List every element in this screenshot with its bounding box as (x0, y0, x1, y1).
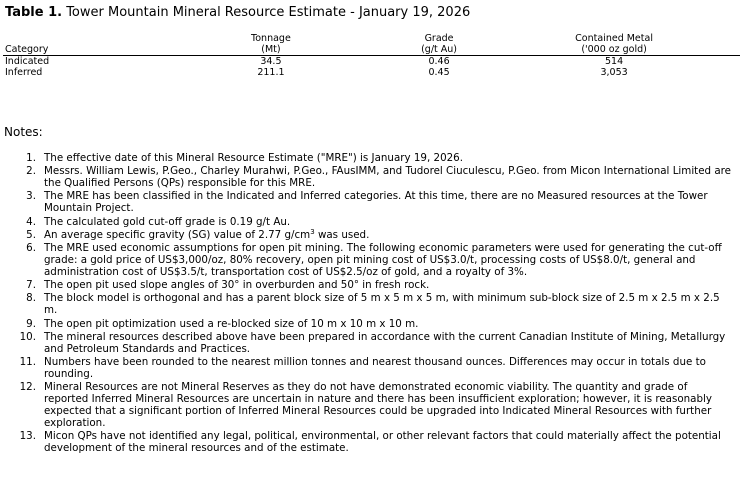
list-item (0, 165, 733, 189)
header-metal (488, 33, 740, 56)
header-tonnage-label: Tonnage (251, 33, 291, 44)
cell-metal: 514 (605, 56, 624, 67)
table-label: Table 1. (5, 5, 63, 20)
note-text: Messrs. William Lewis, P.Geo., Charley Murahwi, P.Geo., FAusIMM, and Tudorel Ciuculescu, P.Geo. from Micon International Limited are the Qualified Persons (QPs) responsible for this MRE. (44, 165, 732, 190)
cell-category: Inferred (5, 67, 43, 78)
note-number: 4. (26, 215, 36, 228)
header-tonnage (152, 33, 390, 56)
note-number: 9. (26, 317, 36, 330)
note-number: 13. (19, 430, 36, 443)
note-number: 8. (26, 292, 36, 305)
table-title: Tower Mountain Mineral Resource Estimate - January 19, 2026 (66, 5, 471, 20)
note-number: 7. (26, 279, 36, 292)
header-tonnage-unit: (Mt) (261, 44, 281, 55)
note-text: The mineral resources described above have been prepared in accordance with the current Canadian Institute of Mining, Metallurgy and Petroleum Standards and Practices. (44, 330, 726, 355)
note-text: The open pit used slope angles of 30° in overburden and 50° in fresh rock. (44, 279, 430, 292)
cell-tonnage: 211.1 (257, 67, 285, 78)
note-text: The MRE used economic assumptions for open pit mining. The following economic parameters were used for generating the cut-off grade: a gold price of US$3,000/oz, 80% recovery, open pit mining cost of US$3.0/t, processing costs of US$8.0/t, general and administration cost of US$3.5/t, transportation cost of US$2.5/oz of gold, and a royalty of 3%. (44, 241, 722, 278)
header-category (3, 33, 152, 56)
cell-tonnage: 34.5 (260, 56, 282, 67)
note-number: 12. (19, 381, 36, 394)
header-metal-label: Contained Metal (575, 33, 653, 44)
notes-list (0, 152, 733, 455)
header-metal-unit: ('000 oz gold) (581, 44, 647, 55)
list-item (0, 318, 733, 330)
table-row (3, 56, 740, 68)
note-text: Micon QPs have not identified any legal, political, environmental, or other relevant factors that could materially affect the potential development of the mineral resources and of the estimate. (44, 430, 721, 455)
cell-category: Indicated (5, 56, 50, 67)
cell-grade: 0.45 (428, 67, 450, 78)
header-grade-label: Grade (424, 33, 454, 44)
list-item (0, 152, 733, 164)
note-text-part: An average specific gravity (SG) value of 2.77 g/cm (44, 228, 311, 241)
note-number: 5. (26, 228, 36, 241)
table-row (3, 67, 740, 78)
note-text: The MRE has been classified in the Indicated and Inferred categories. At this time, there are no Measured resources at the Tower Mountain Project. (44, 190, 708, 215)
list-item (0, 430, 733, 454)
note-text: The effective date of this Mineral Resource Estimate ("MRE") is January 19, 2026. (44, 152, 463, 164)
list-item (0, 229, 733, 241)
list-item (0, 356, 733, 380)
list-item (0, 279, 733, 291)
note-number: 10. (19, 330, 36, 343)
list-item (0, 242, 733, 278)
note-text-part: was used. (314, 228, 370, 241)
note-text: The block model is orthogonal and has a parent block size of 5 m x 5 m x 5 m, with minimum sub-block size of 2.5 m x 2.5 m x 2.5 m. (44, 292, 720, 317)
note-text: The calculated gold cut-off grade is 0.19 g/t Au. (44, 215, 291, 228)
note-number: 6. (26, 241, 36, 254)
header-category-label: Category (5, 44, 49, 55)
note-number: 2. (26, 165, 36, 178)
notes-heading: Notes: (4, 125, 43, 139)
header-grade-unit: (g/t Au) (421, 44, 458, 55)
table-body (3, 56, 740, 79)
note-text: Numbers have been rounded to the nearest million tonnes and nearest thousand ounces. Differences may occur in totals due to rounding. (44, 355, 706, 380)
header-grade (390, 33, 488, 56)
list-item (0, 381, 733, 429)
cell-grade: 0.46 (428, 56, 450, 67)
list-item (0, 331, 733, 355)
list-item (0, 292, 733, 316)
list-item (0, 190, 733, 214)
list-item (0, 216, 733, 228)
resource-table (3, 33, 740, 78)
note-text: Mineral Resources are not Mineral Reserves as they do not have demonstrated economic viability. The quantity and grade of reported Inferred Mineral Resources are uncertain in nature and there has been insufficient exploration; however, it is reasonably expected that a significant portion of Inferred Mineral Resources could be upgraded into Indicated Mineral Resources with further exploration. (44, 381, 712, 430)
table-header (3, 33, 740, 56)
table-caption (5, 5, 470, 21)
note-text (44, 229, 369, 241)
note-number: 3. (26, 190, 36, 203)
note-text: The open pit optimization used a re-blocked size of 10 m x 10 m x 10 m. (44, 317, 419, 330)
cell-metal: 3,053 (600, 67, 628, 78)
note-number: 11. (19, 355, 36, 368)
superscript: 3 (310, 227, 315, 236)
note-number: 1. (26, 152, 36, 164)
